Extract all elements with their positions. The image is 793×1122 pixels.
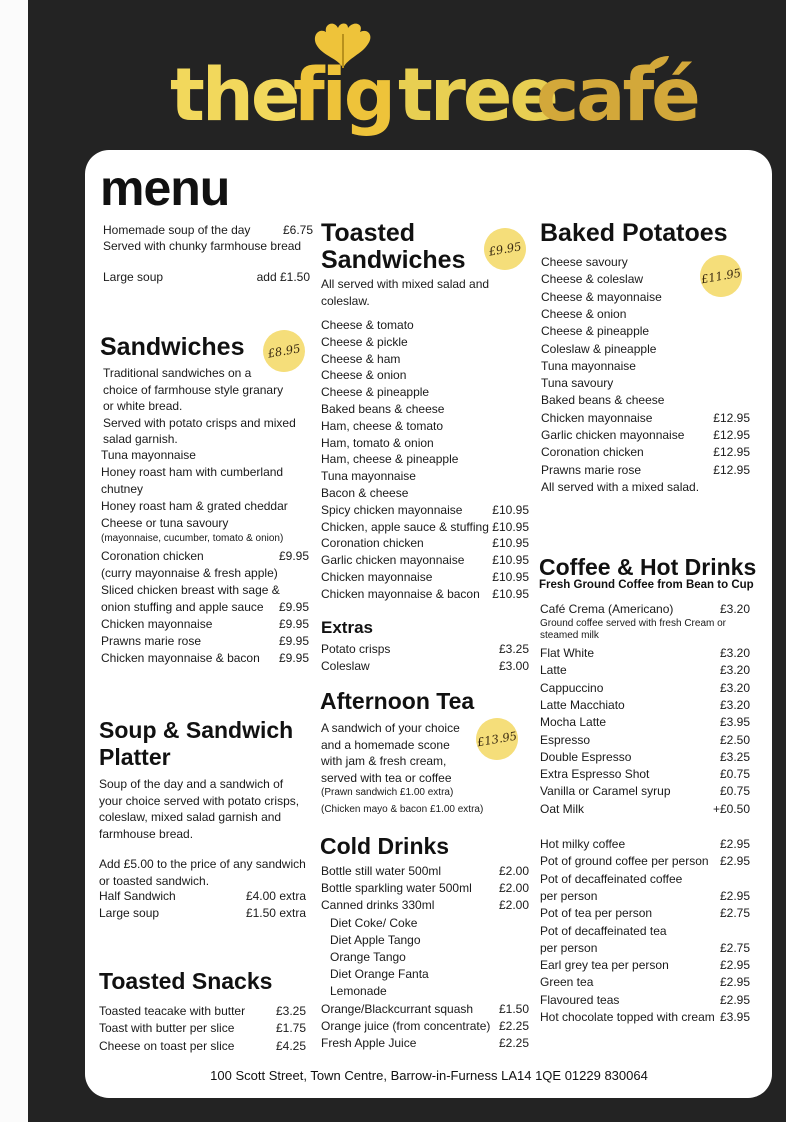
menu-item-name: Chicken mayonnaise & bacon	[321, 586, 480, 601]
menu-item-price: £2.95	[719, 837, 750, 851]
menu-item-price: £2.95	[719, 975, 750, 990]
menu-item-name: Hot chocolate topped with cream	[540, 1010, 715, 1024]
menu-item-price: £10.95	[492, 536, 529, 551]
afternoon-tea-title: Afternoon Tea	[320, 688, 475, 714]
toasted-sandwiches-price-badge: £9.95	[481, 225, 530, 274]
sandwiches-desc-line: or white bread.	[103, 399, 183, 413]
menu-item-price: £1.75	[275, 1021, 306, 1036]
menu-item-name: Tuna mayonnaise	[541, 358, 636, 373]
menu-item-price: £3.20	[719, 663, 750, 678]
menu-item-name: Latte	[540, 663, 567, 678]
menu-item-name: Potato crisps	[321, 642, 391, 656]
crema-note-1: Ground coffee served with fresh Cream or	[540, 618, 727, 629]
platter-note-line: Add £5.00 to the price of any sandwich	[99, 857, 306, 871]
menu-item-price: £10.95	[492, 502, 529, 517]
menu-item-price: £2.00	[498, 881, 529, 896]
toasted-desc-line: coleslaw.	[321, 293, 370, 308]
menu-item-name: Cheese savoury	[541, 255, 628, 269]
menu-item-name: Hot milky coffee	[540, 837, 626, 851]
menu-item-price: £2.95	[719, 888, 750, 903]
sandwiches-desc-line: Traditional sandwiches on a	[103, 366, 252, 380]
menu-item-name: Tuna mayonnaise	[101, 448, 196, 462]
menu-item-name: (curry mayonnaise & fresh apple)	[101, 566, 278, 581]
menu-item-name: Diet Coke/ Coke	[330, 915, 418, 930]
menu-item-name: Ham, cheese & tomato	[321, 418, 444, 433]
menu-item-name: Large soup	[99, 905, 160, 920]
soup-price: £6.75	[282, 223, 313, 237]
large-soup-price: add £1.50	[256, 270, 310, 284]
menu-item-name: Coronation chicken	[541, 445, 644, 460]
menu-item-name: Pot of decaffeinated tea	[540, 923, 667, 938]
menu-item-name: Flat White	[540, 646, 595, 660]
menu-item-price: £3.95	[719, 715, 750, 730]
brand-fig: fig	[293, 53, 394, 138]
menu-item-name: Honey roast ham & grated cheddar	[101, 498, 288, 513]
menu-item-name: All served with a mixed salad.	[541, 479, 700, 494]
menu-item-price: £12.95	[713, 445, 750, 460]
menu-item-price: £10.95	[492, 519, 529, 534]
menu-item-name: Chicken mayonnaise	[321, 570, 433, 584]
menu-item-name: Espresso	[540, 732, 591, 747]
menu-item-name: Cheese & pickle	[321, 334, 408, 349]
crema-price: £3.20	[719, 602, 750, 616]
menu-item-name: per person	[540, 940, 598, 955]
menu-item-name: Double Espresso	[540, 749, 632, 764]
platter-desc-line: coleslaw, mixed salad garnish and	[99, 810, 282, 824]
coffee-subtitle: Fresh Ground Coffee from Bean to Cup	[539, 579, 754, 591]
cafe-logo	[140, 53, 700, 138]
menu-item-price: £2.95	[719, 992, 750, 1007]
menu-item-price: £12.95	[713, 428, 750, 442]
menu-item-name: Coronation chicken	[321, 536, 424, 551]
menu-item-name: Prawns marie rose	[541, 462, 642, 477]
afternoon-tea-line: A sandwich of your choice	[321, 721, 460, 735]
menu-item-name: Chicken mayonnaise	[101, 617, 213, 631]
menu-item-price: £10.95	[492, 553, 529, 568]
toasted-sandwiches-title-line1: Toasted	[321, 219, 415, 247]
menu-item-price: £4.25	[275, 1038, 306, 1053]
menu-item-name: Toasted teacake with butter	[99, 1004, 246, 1018]
menu-item-price: £2.50	[719, 732, 750, 747]
menu-item-name: Sliced chicken breast with sage &	[101, 583, 280, 598]
menu-item-name: Bacon & cheese	[321, 486, 409, 500]
menu-item-name: per person	[540, 888, 598, 903]
menu-item-name: Chicken mayonnaise	[541, 410, 653, 425]
sandwiches-price-badge: £8.95	[260, 327, 309, 376]
menu-item-name: Half Sandwich	[99, 889, 176, 903]
menu-item-name: Pot of ground coffee per person	[540, 854, 709, 869]
menu-item-name: Cheese & mayonnaise	[541, 289, 662, 304]
menu-item-name: Cheese & tomato	[321, 318, 414, 332]
platter-description	[99, 776, 309, 842]
baked-potatoes-price-badge: £11.95	[697, 252, 746, 301]
toasted-sandwiches-title-line2: Sandwiches	[321, 246, 466, 274]
menu-item-name: Pot of tea per person	[540, 906, 653, 921]
afternoon-tea-line: and a homemade scone	[321, 737, 450, 752]
menu-item-name: Orange Tango	[330, 950, 406, 964]
menu-item-price: £3.25	[719, 749, 750, 764]
afternoon-tea-line: (Prawn sandwich £1.00 extra)	[321, 787, 454, 798]
menu-item-name: Garlic chicken mayonnaise	[321, 553, 465, 568]
menu-item-price: £9.95	[278, 617, 309, 631]
menu-item-price: £10.95	[492, 586, 529, 601]
toasted-snacks-title: Toasted Snacks	[99, 968, 273, 994]
menu-item-price: £2.00	[498, 898, 529, 913]
menu-item-name: Garlic chicken mayonnaise	[541, 428, 685, 442]
menu-item-name: Cappuccino	[540, 680, 604, 695]
brand-the: the	[170, 53, 298, 138]
sandwiches-desc-line: Served with potato crisps and mixed	[103, 415, 296, 430]
menu-item-name: Green tea	[540, 975, 594, 990]
menu-item-name: Coronation chicken	[101, 549, 204, 564]
menu-item-name: Ham, cheese & pineapple	[321, 452, 459, 467]
menu-item-price: £2.95	[719, 854, 750, 869]
platter-desc-line: farmhouse bread.	[99, 826, 194, 841]
cold-drinks-title: Cold Drinks	[320, 833, 450, 859]
menu-item-price: £12.95	[713, 462, 750, 477]
menu-item-name: Vanilla or Caramel syrup	[540, 784, 671, 799]
platter-note-line: or toasted sandwich.	[99, 873, 210, 888]
afternoon-tea-line: (Chicken mayo & bacon £1.00 extra)	[321, 803, 484, 815]
menu-item-price: £3.20	[719, 646, 750, 660]
menu-item-name: Extra Espresso Shot	[540, 767, 650, 782]
menu-item-price: £10.95	[492, 570, 529, 584]
menu-item-name: Tuna mayonnaise	[321, 469, 416, 484]
menu-item-name: Tuna savoury	[541, 376, 614, 391]
menu-item-name: Diet Apple Tango	[330, 932, 421, 947]
crema-note-2: steamed milk	[540, 630, 599, 641]
menu-item-name: Mocha Latte	[540, 715, 607, 730]
menu-item-name: Baked beans & cheese	[321, 402, 445, 416]
menu-item-name: Diet Orange Fanta	[330, 967, 429, 982]
menu-item-name: Canned drinks 330ml	[321, 898, 435, 913]
menu-item-price: £3.00	[498, 659, 529, 673]
menu-item-price: £2.75	[719, 940, 750, 955]
menu-item-price: £3.20	[719, 680, 750, 695]
menu-item-price: £9.95	[278, 633, 309, 648]
afternoon-tea-line: served with tea or coffee	[321, 770, 452, 785]
menu-item-price: £3.20	[719, 697, 750, 712]
menu-item-name: Baked beans & cheese	[541, 393, 665, 408]
menu-item-name: Coleslaw & pineapple	[541, 341, 657, 356]
menu-item-price: £3.25	[275, 1004, 306, 1018]
sandwiches-desc-line: choice of farmhouse style granary	[103, 382, 284, 397]
sandwiches-desc-line: salad garnish.	[103, 432, 178, 446]
brand-tree: tree	[398, 53, 556, 138]
menu-item-name: Oat Milk	[540, 801, 585, 816]
menu-item-name: Earl grey tea per person	[540, 958, 669, 973]
menu-item-name: Latte Macchiato	[540, 697, 625, 712]
soup-desc: Served with chunky farmhouse bread	[103, 239, 302, 253]
large-soup: Large soup	[103, 270, 164, 284]
menu-item-price: £2.95	[719, 958, 750, 973]
menu-item-price: £2.75	[719, 906, 750, 921]
footer-address: 100 Scott Street, Town Centre, Barrow-in-Furness LA14 1QE 01229 830064	[210, 1068, 648, 1083]
menu-item-name: Prawns marie rose	[101, 633, 202, 648]
toasted-desc-line: All served with mixed salad and	[321, 277, 490, 291]
menu-item-name: Cheese & onion	[541, 306, 627, 321]
platter-desc-line: your choice served with potato crisps,	[99, 793, 300, 808]
afternoon-tea-price-badge: £13.95	[473, 715, 522, 764]
menu-item-name: Fresh Apple Juice	[321, 1036, 417, 1050]
menu-item-name: Cheese & pineapple	[541, 324, 650, 339]
menu-item-price: £0.75	[719, 767, 750, 782]
menu-item-name: (mayonnaise, cucumber, tomato & onion)	[101, 532, 284, 544]
menu-title: menu	[100, 160, 230, 216]
extras-title: Extras	[321, 618, 373, 637]
menu-item-price: £12.95	[713, 410, 750, 425]
menu-item-price: £2.25	[498, 1018, 529, 1033]
soup-line: Homemade soup of the day	[103, 223, 251, 237]
menu-item-name: Pot of decaffeinated coffee	[540, 871, 683, 886]
menu-item-name: Cheese & onion	[321, 368, 407, 383]
platter-title-line1: Soup & Sandwich	[99, 717, 294, 743]
menu-item-price: £1.50	[498, 1001, 529, 1016]
menu-item-name: Lemonade	[330, 984, 387, 999]
menu-item-name: Ham, tomato & onion	[321, 435, 434, 450]
afternoon-tea-line: with jam & fresh cream,	[321, 754, 447, 768]
menu-item-name: Cheese on toast per slice	[99, 1038, 235, 1053]
menu-item-name: onion stuffing and apple sauce	[101, 600, 264, 615]
menu-item-name: Coleslaw	[321, 659, 370, 673]
menu-item-name: Chicken, apple sauce & stuffing	[321, 519, 489, 534]
menu-item-name: Orange/Blackcurrant squash	[321, 1001, 474, 1016]
menu-item-name: Bottle sparkling water 500ml	[321, 881, 472, 896]
menu-item-price: +£0.50	[712, 801, 750, 816]
menu-item-price: £9.95	[278, 549, 309, 564]
menu-item-name: Chicken mayonnaise & bacon	[101, 650, 260, 665]
menu-item-name: Orange juice (from concentrate)	[321, 1018, 491, 1033]
menu-item-name: Cheese & ham	[321, 351, 401, 366]
brand-cafe: café	[536, 53, 698, 138]
page-margin	[0, 0, 28, 1122]
platter-title-line2: Platter	[99, 744, 171, 770]
menu-item-name: Flavoured teas	[540, 992, 620, 1007]
coffee-title: Coffee & Hot Drinks	[539, 554, 757, 580]
menu-item-price: £9.95	[278, 650, 309, 665]
menu-item-price: £0.75	[719, 784, 750, 799]
menu-item-price: £1.50 extra	[245, 905, 306, 920]
menu-item-price: £9.95	[278, 600, 309, 615]
sandwiches-description	[103, 365, 303, 448]
platter-desc-line: Soup of the day and a sandwich of	[99, 777, 284, 791]
crema-name: Café Crema (Americano)	[540, 602, 674, 616]
menu-item-name: Cheese & pineapple	[321, 385, 430, 400]
menu-item-price: £3.25	[498, 642, 529, 656]
sandwiches-title: Sandwiches	[100, 333, 245, 361]
baked-potatoes-title: Baked Potatoes	[540, 219, 728, 247]
menu-item-name: chutney	[101, 481, 144, 496]
toasted-sandwiches-description	[321, 276, 511, 309]
menu-item-name: Bottle still water 500ml	[321, 864, 442, 878]
platter-note	[99, 856, 314, 889]
menu-item-price: £2.25	[498, 1036, 529, 1050]
menu-item-name: Cheese or tuna savoury	[101, 515, 229, 530]
menu-item-name: Honey roast ham with cumberland	[101, 464, 284, 479]
menu-item-price: £4.00 extra	[245, 889, 306, 903]
menu-item-price: £3.95	[719, 1010, 750, 1024]
menu-item-price: £2.00	[498, 864, 529, 878]
menu-item-name: Toast with butter per slice	[99, 1021, 235, 1036]
menu-item-name: Spicy chicken mayonnaise	[321, 502, 463, 517]
menu-item-name: Cheese & coleslaw	[541, 272, 644, 287]
